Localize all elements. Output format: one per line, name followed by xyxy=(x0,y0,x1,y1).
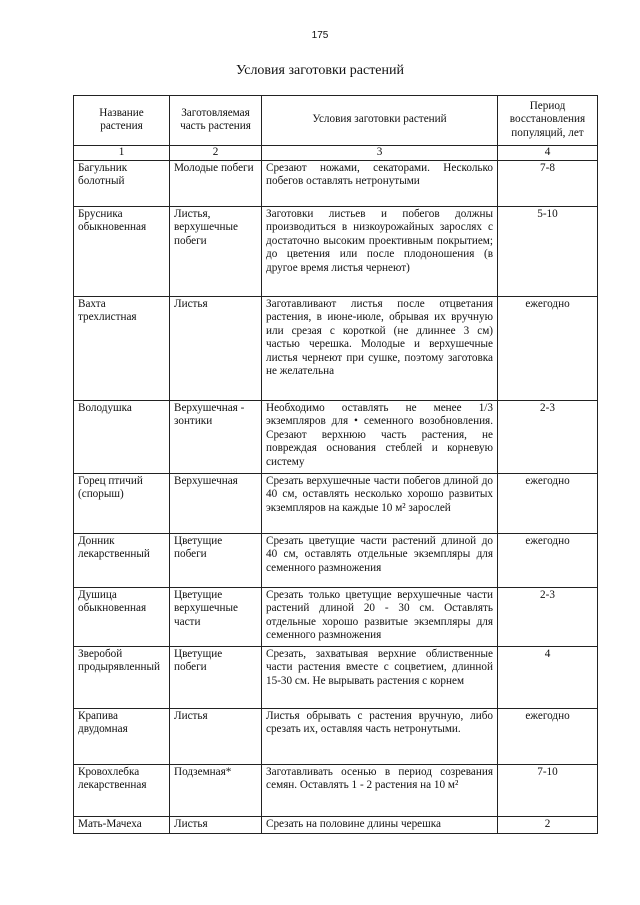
header-part: Заготовляемая часть растения xyxy=(170,96,262,146)
table-row xyxy=(74,160,598,206)
column-number: 3 xyxy=(262,146,498,161)
recovery-period: 7-8 xyxy=(498,160,598,206)
harvest-conditions: Срезать цветущие части растений длиной до 40 см, оставлять отдельные экземпляры для семенного размножения xyxy=(262,533,498,587)
recovery-period: 2-3 xyxy=(498,587,598,646)
recovery-period: 4 xyxy=(498,646,598,708)
table-row xyxy=(74,708,598,764)
table-row xyxy=(74,816,598,834)
plant-part: Цветущие верхушечные части xyxy=(170,587,262,646)
harvest-conditions: Срезать только цветущие верхушечные части растений длиной 20 - 30 см. Оставлять отдельные хорошо развитые экземпляры для семенного размножения xyxy=(262,587,498,646)
header-period: Период восстановления популяций, лет xyxy=(498,96,598,146)
plant-part: Верхушечная xyxy=(170,473,262,533)
plant-name: Вахта трехлистная xyxy=(74,296,170,400)
plant-part: Подземная* xyxy=(170,764,262,816)
plant-part: Листья xyxy=(170,296,262,400)
table-row xyxy=(74,646,598,708)
page-number: 175 xyxy=(311,30,329,41)
harvest-conditions: Заготавливают листья после отцветания растения, в июне-июле, обрывая их вручную или срезая с короткой (не длиннее 3 см) частью черешка. Молодые и верхушечные листья чернеют при сушке, поэтому заготовка не желательна xyxy=(262,296,498,400)
recovery-period: ежегодно xyxy=(498,296,598,400)
plant-name: Мать-Мачеха xyxy=(74,816,170,834)
recovery-period: ежегодно xyxy=(498,473,598,533)
plant-name: Володушка xyxy=(74,400,170,473)
table-row xyxy=(74,764,598,816)
plant-name: Крапива двудомная xyxy=(74,708,170,764)
harvest-conditions: Необходимо оставлять не менее 1/3 экземпляров для • семенного возобновления. Срезают верхнюю часть растения, не повреждая основания стеблей и корневую систему xyxy=(262,400,498,473)
table-row xyxy=(74,400,598,473)
recovery-period: 2-3 xyxy=(498,400,598,473)
plant-name: Брусника обыкновенная xyxy=(74,206,170,296)
column-number: 4 xyxy=(498,146,598,161)
harvest-conditions: Срезать верхушечные части побегов длиной до 40 см, оставлять несколько хорошо развитых экземпляров на каждые 10 м² зарослей xyxy=(262,473,498,533)
plant-part: Молодые побеги xyxy=(170,160,262,206)
plant-part: Верхушечная - зонтики xyxy=(170,400,262,473)
table-row xyxy=(74,587,598,646)
plant-name: Донник лекарственный xyxy=(74,533,170,587)
plant-part: Листья xyxy=(170,816,262,834)
harvest-conditions: Листья обрывать с растения вручную, либо срезать их, оставляя часть нетронутыми. xyxy=(262,708,498,764)
recovery-period: 2 xyxy=(498,816,598,834)
header-conditions: Условия заготовки растений xyxy=(262,96,498,146)
plant-name: Кровохлебка лекарственная xyxy=(74,764,170,816)
recovery-period: 5-10 xyxy=(498,206,598,296)
plant-part: Цветущие побеги xyxy=(170,533,262,587)
table-row xyxy=(74,206,598,296)
recovery-period: 7-10 xyxy=(498,764,598,816)
harvest-conditions: Срезать на половине длины черешка xyxy=(262,816,498,834)
page-title: Условия заготовки растений xyxy=(236,63,404,78)
column-number: 1 xyxy=(74,146,170,161)
recovery-period: ежегодно xyxy=(498,708,598,764)
table-row xyxy=(74,473,598,533)
plant-part: Листья, верхушечные побеги xyxy=(170,206,262,296)
harvest-conditions: Заготовки листьев и побегов должны производиться в низкоурожайных зарослях с достаточно высоким проективным покрытием; до цветения или после плодоношения (в другое время листья чернеют) xyxy=(262,206,498,296)
header-name: Название растения xyxy=(74,96,170,146)
harvest-conditions: Срезать, захватывая верхние облиственные части растения вместе с соцветием, длинной 15-30 см. Не вырывать растения с корнем xyxy=(262,646,498,708)
plant-name: Горец птичий (спорыш) xyxy=(74,473,170,533)
column-number: 2 xyxy=(170,146,262,161)
harvest-conditions: Срезают ножами, секаторами. Несколько побегов оставлять нетронутыми xyxy=(262,160,498,206)
table-row xyxy=(74,296,598,400)
plant-part: Листья xyxy=(170,708,262,764)
harvest-table xyxy=(73,95,598,834)
table-row xyxy=(74,533,598,587)
harvest-conditions: Заготавливать осенью в период созревания семян. Оставлять 1 - 2 растения на 10 м² xyxy=(262,764,498,816)
plant-part: Цветущие побеги xyxy=(170,646,262,708)
plant-name: Душица обыкновенная xyxy=(74,587,170,646)
plant-name: Зверобой продырявленный xyxy=(74,646,170,708)
recovery-period: ежегодно xyxy=(498,533,598,587)
plant-name: Багульник болотный xyxy=(74,160,170,206)
